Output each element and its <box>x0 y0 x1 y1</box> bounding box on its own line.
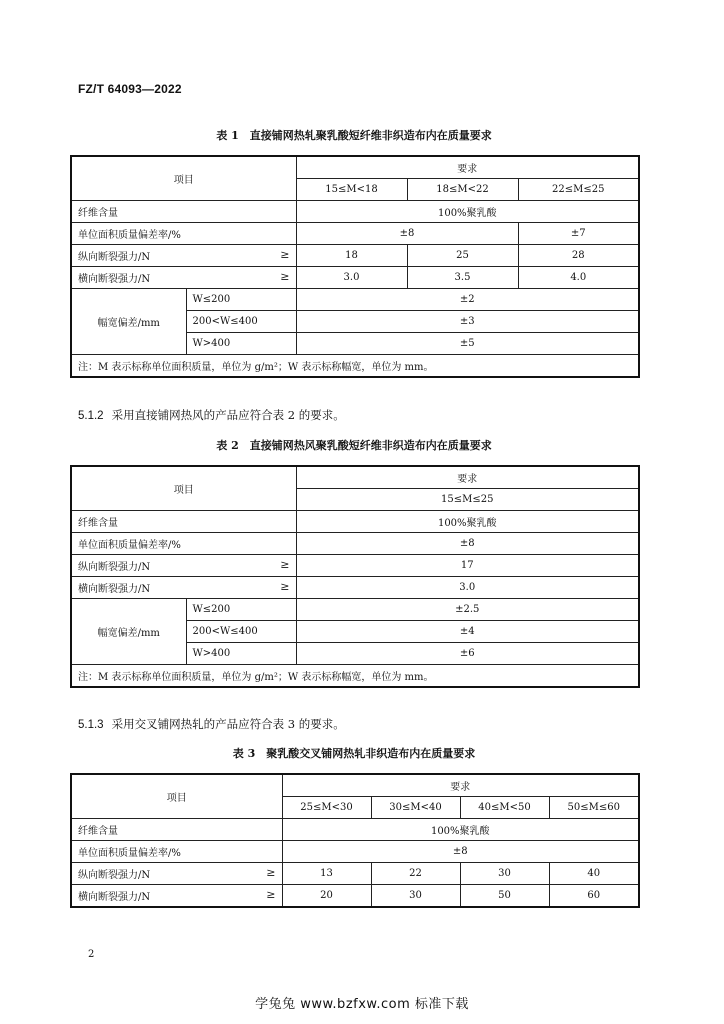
md-strength-value: 17 <box>296 555 639 577</box>
fiber-content-label: 纤维含量 <box>71 511 296 533</box>
table1-item-header: 项目 <box>71 156 296 201</box>
mass-deviation-value: ±7 <box>518 223 639 245</box>
width-condition: W≤200 <box>186 599 296 621</box>
fiber-content-label: 纤维含量 <box>71 819 282 841</box>
table3-range: 50≤M≤60 <box>549 797 639 819</box>
width-condition: W>400 <box>186 333 296 355</box>
md-strength-value: 13 <box>282 863 371 885</box>
width-deviation-value: ±6 <box>296 643 639 665</box>
width-condition: W≤200 <box>186 289 296 311</box>
table3-caption: 表 3 聚乳酸交叉铺网热轧非织造布内在质量要求 <box>232 747 476 760</box>
fiber-content-value: 100%聚乳酸 <box>282 819 639 841</box>
fiber-content-label: 纤维含量 <box>71 201 296 223</box>
clause-5-1-2: 5.1.2 采用直接铺网热风的产品应符合表 2 的要求。 <box>78 408 345 422</box>
table2-item-header: 项目 <box>71 466 296 511</box>
table2-req-header: 要求 <box>296 466 639 489</box>
width-deviation-value: ±4 <box>296 621 639 643</box>
cd-strength-value: 3.0 <box>296 577 639 599</box>
md-strength-label: 纵向断裂强力/N ≥ <box>71 863 282 885</box>
fiber-content-value: 100%聚乳酸 <box>296 511 639 533</box>
table1 <box>70 155 640 378</box>
table1-range: 15≤M<18 <box>296 179 407 201</box>
cd-strength-value: 3.5 <box>407 267 518 289</box>
table2-caption: 表 2 直接铺网热风聚乳酸短纤维非织造布内在质量要求 <box>216 439 492 452</box>
cd-strength-value: 60 <box>549 885 639 908</box>
width-deviation-value: ±5 <box>296 333 639 355</box>
ge-symbol: ≥ <box>280 270 290 283</box>
mass-deviation-value: ±8 <box>282 841 639 863</box>
ge-symbol: ≥ <box>266 866 276 879</box>
cd-strength-value: 4.0 <box>518 267 639 289</box>
width-deviation-value: ±2 <box>296 289 639 311</box>
table1-note: 注：M 表示标称单位面积质量，单位为 g/m²；W 表示标称幅宽，单位为 mm。 <box>71 355 639 378</box>
cd-strength-label: 横向断裂强力/N ≥ <box>71 267 296 289</box>
clause-5-1-3: 5.1.3 采用交叉铺网热轧的产品应符合表 3 的要求。 <box>78 717 345 731</box>
cd-strength-value: 3.0 <box>296 267 407 289</box>
md-strength-value: 18 <box>296 245 407 267</box>
page-number: 2 <box>88 949 95 960</box>
width-deviation-label: 幅宽偏差/mm <box>71 599 186 665</box>
width-deviation-value: ±2.5 <box>296 599 639 621</box>
watermark: 学兔兔 www.bzfxw.com 标准下载 <box>255 997 469 1012</box>
cd-strength-value: 30 <box>371 885 460 908</box>
cd-strength-label: 横向断裂强力/N ≥ <box>71 885 282 908</box>
width-condition: 200<W≤400 <box>186 311 296 333</box>
table1-range: 18≤M<22 <box>407 179 518 201</box>
table2-note: 注：M 表示标称单位面积质量，单位为 g/m²；W 表示标称幅宽，单位为 mm。 <box>71 665 639 688</box>
table1-caption: 表 1 直接铺网热轧聚乳酸短纤维非织造布内在质量要求 <box>216 129 492 142</box>
table3-range: 25≤M<30 <box>282 797 371 819</box>
cd-strength-value: 20 <box>282 885 371 908</box>
width-deviation-label: 幅宽偏差/mm <box>71 289 186 355</box>
ge-symbol: ≥ <box>280 558 290 571</box>
width-deviation-value: ±3 <box>296 311 639 333</box>
mass-deviation-value: ±8 <box>296 223 518 245</box>
table3-range: 40≤M<50 <box>460 797 549 819</box>
table3 <box>70 773 640 908</box>
mass-deviation-label: 单位面积质量偏差率/% <box>71 841 282 863</box>
md-strength-value: 25 <box>407 245 518 267</box>
table1-range: 22≤M≤25 <box>518 179 639 201</box>
mass-deviation-label: 单位面积质量偏差率/% <box>71 223 296 245</box>
standard-code: FZ/T 64093—2022 <box>78 82 182 96</box>
table3-req-header: 要求 <box>282 774 639 797</box>
table3-item-header: 项目 <box>71 774 282 819</box>
table2 <box>70 465 640 688</box>
md-strength-label: 纵向断裂强力/N ≥ <box>71 245 296 267</box>
md-strength-label: 纵向断裂强力/N ≥ <box>71 555 296 577</box>
fiber-content-value: 100%聚乳酸 <box>296 201 639 223</box>
table1-req-header: 要求 <box>296 156 639 179</box>
width-condition: W>400 <box>186 643 296 665</box>
ge-symbol: ≥ <box>280 580 290 593</box>
cd-strength-value: 50 <box>460 885 549 908</box>
md-strength-value: 22 <box>371 863 460 885</box>
md-strength-value: 30 <box>460 863 549 885</box>
mass-deviation-label: 单位面积质量偏差率/% <box>71 533 296 555</box>
cd-strength-label: 横向断裂强力/N ≥ <box>71 577 296 599</box>
ge-symbol: ≥ <box>266 888 276 901</box>
mass-deviation-value: ±8 <box>296 533 639 555</box>
table3-range: 30≤M<40 <box>371 797 460 819</box>
table2-range: 15≤M≤25 <box>296 489 639 511</box>
md-strength-value: 28 <box>518 245 639 267</box>
md-strength-value: 40 <box>549 863 639 885</box>
width-condition: 200<W≤400 <box>186 621 296 643</box>
ge-symbol: ≥ <box>280 248 290 261</box>
